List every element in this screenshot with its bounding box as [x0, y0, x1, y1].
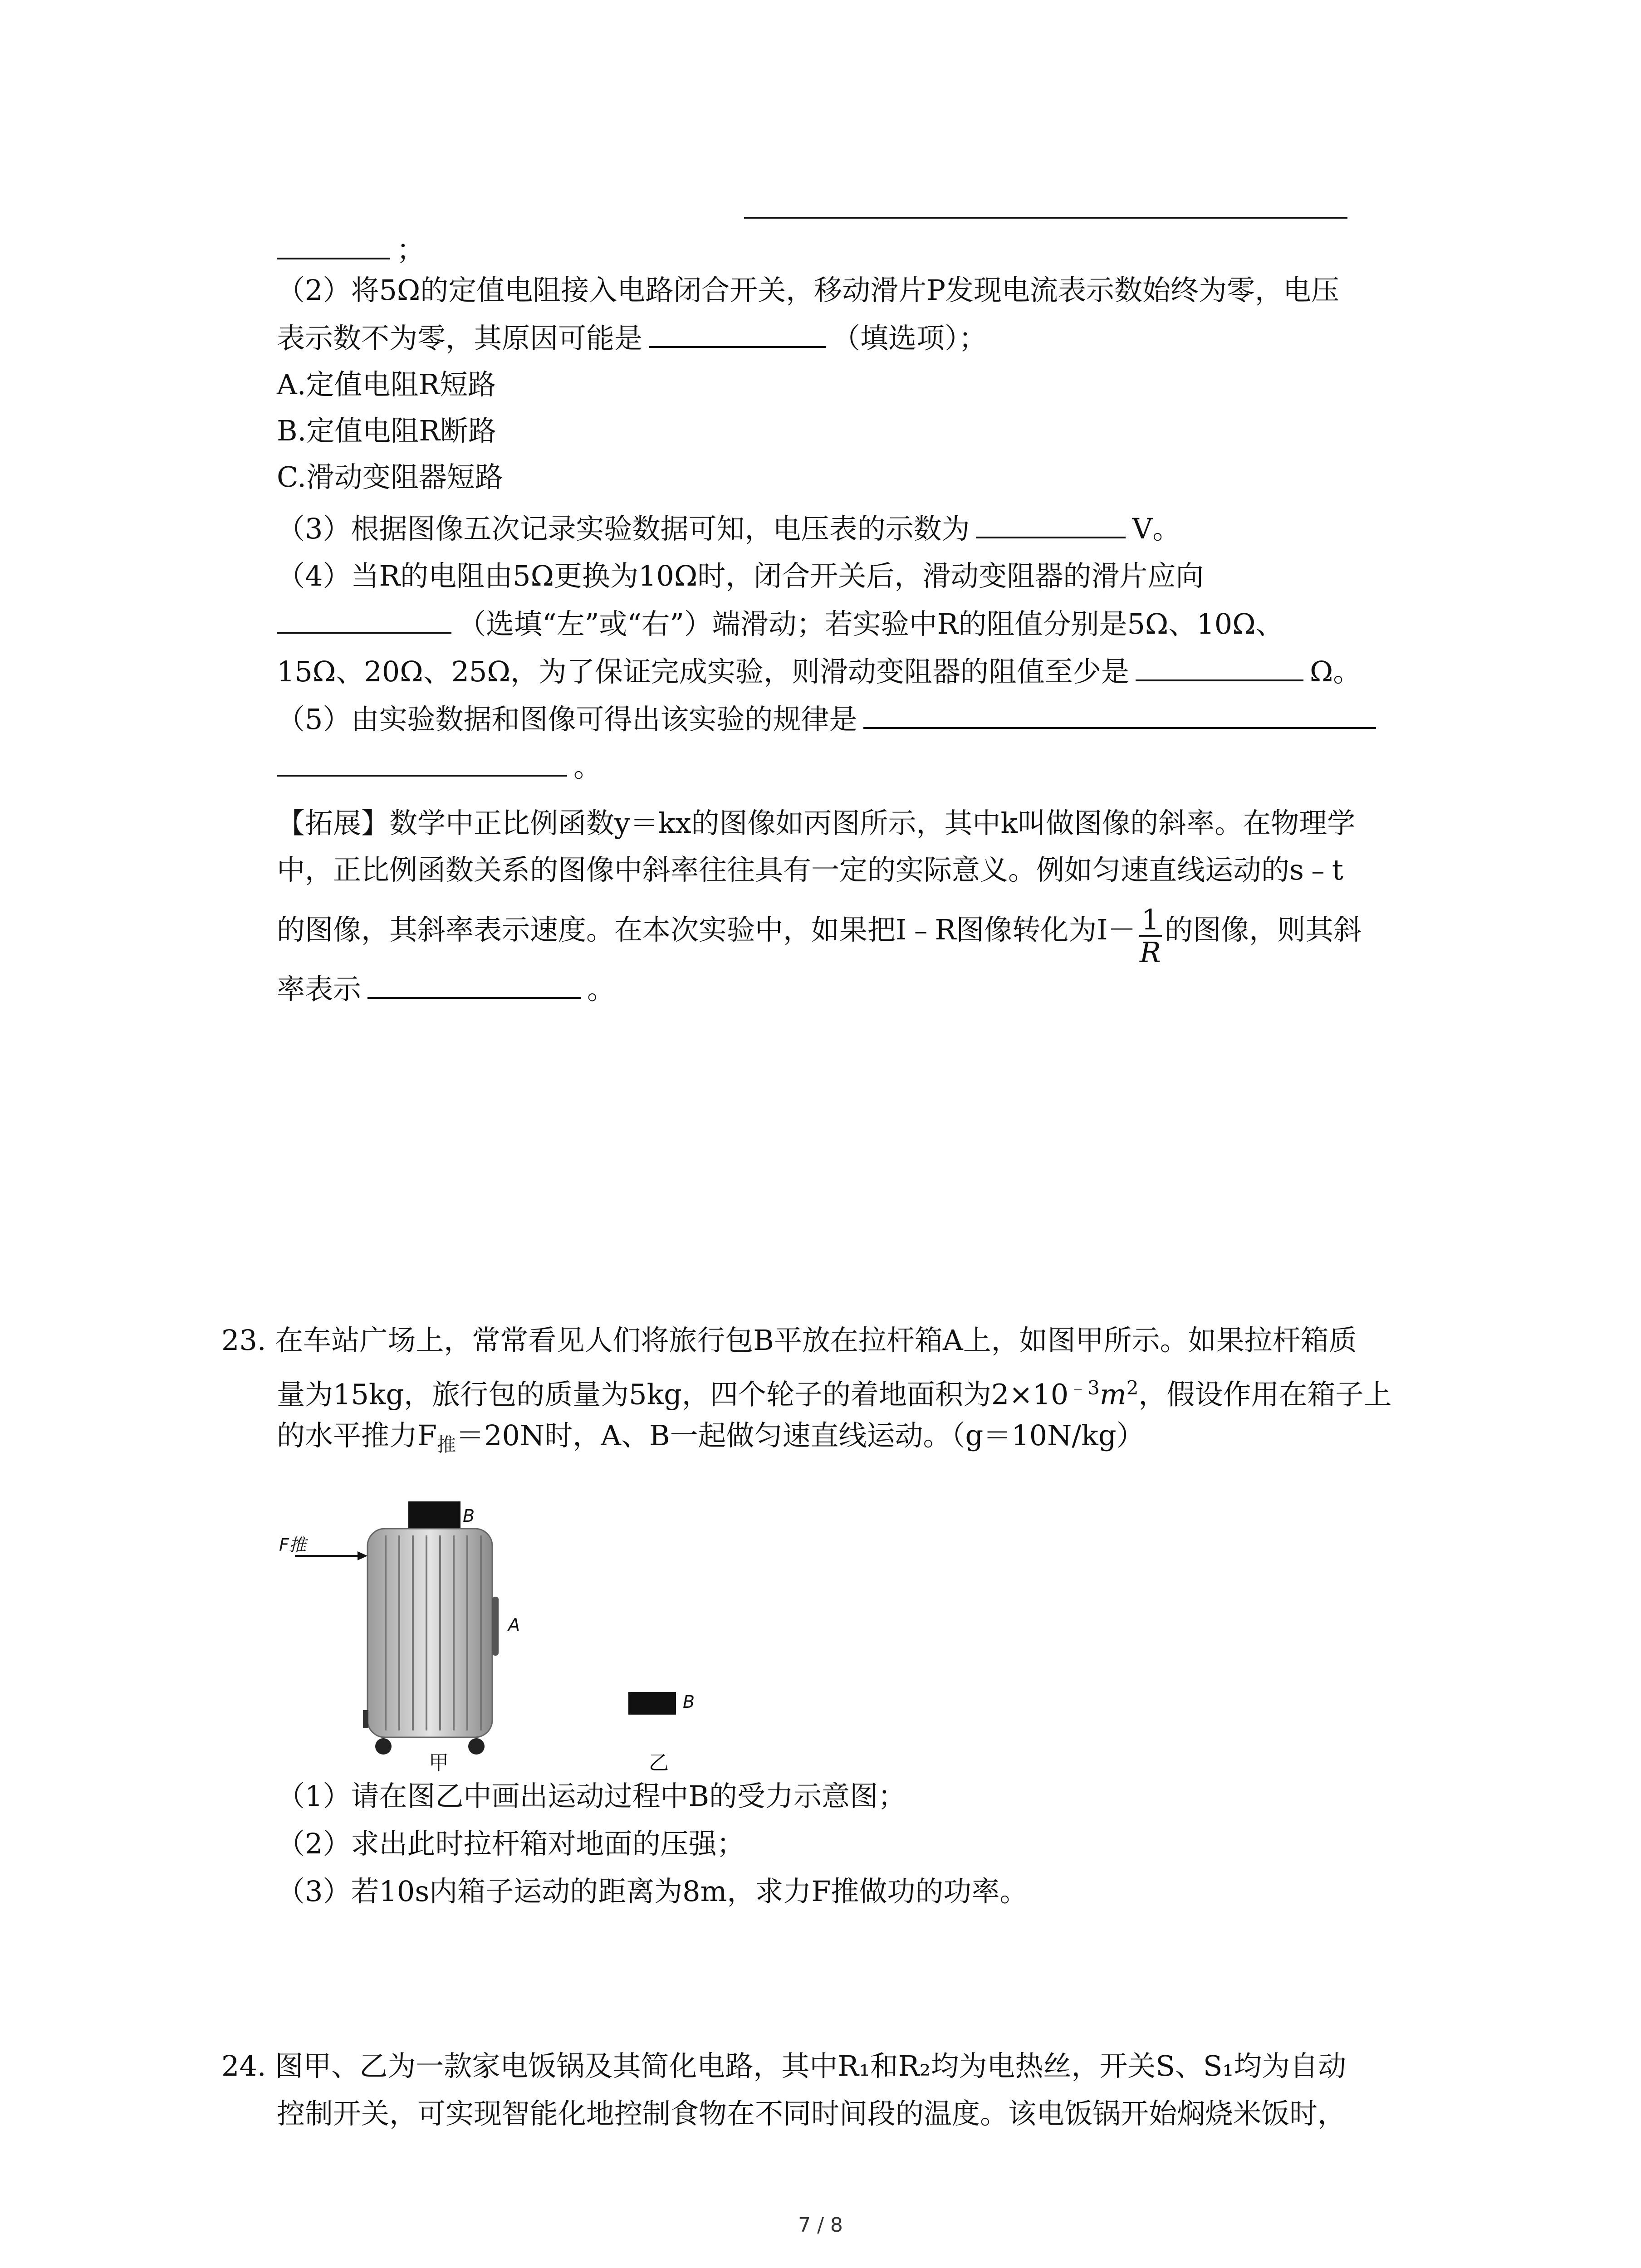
text: 的图像，其斜率表示速度。在本次实验中，如果把I﹣R图像转化为I－ — [277, 913, 1136, 947]
exponent: ﹣3 — [1068, 1377, 1100, 1399]
bag-b-figure — [626, 1687, 681, 1719]
blank — [1136, 653, 1303, 681]
q22-part2-line2 — [277, 320, 987, 357]
option-b: B.定值电阻R断路 — [277, 414, 496, 447]
suitcase-figure — [277, 1492, 513, 1774]
q24-line2: 控制开关，可实现智能化地控制食物在不同时间段的温度。该电饭锅开始焖烧米饭时， — [277, 2097, 1346, 2130]
text: ＝20N时，A、B一起做匀速直线运动。（g＝10N/kg） — [456, 1419, 1145, 1452]
page-number: 7 / 8 — [798, 2214, 843, 2237]
text: 表示数不为零，其原因可能是 — [277, 322, 643, 355]
extension-line3 — [277, 900, 1362, 969]
label-b2: B — [683, 1692, 695, 1712]
text: （5）由实验数据和图像可得出该实验的规律是 — [277, 703, 857, 736]
text: 15Ω、20Ω、25Ω，为了保证完成实验，则滑动变阻器的阻值至少是 — [277, 655, 1129, 688]
denominator: R — [1140, 936, 1161, 969]
q22-part4-line3 — [277, 653, 1361, 690]
text: 量为15kg，旅行包的质量为5kg，四个轮子的着地面积为2×10 — [277, 1378, 1069, 1411]
text: 。 — [587, 973, 616, 1006]
option-a: A.定值电阻R短路 — [277, 368, 496, 401]
blank — [863, 701, 1376, 729]
fraction-1-over-r — [1139, 905, 1162, 968]
text: （3）根据图像五次记录实验数据可知，电压表的示数为 — [277, 512, 970, 545]
text: （选填“左”或“右”）端滑动；若实验中R的阻值分别是5Ω、10Ω、 — [458, 607, 1284, 640]
q22-part4-line2 — [277, 606, 1284, 642]
q22-part4-line1: （4）当R的电阻由5Ω更换为10Ω时，闭合开关后，滑动变阻器的滑片应向 — [277, 559, 1204, 592]
q23-sub1: （1）请在图乙中画出运动过程中B的受力示意图； — [277, 1779, 906, 1813]
blank — [277, 231, 390, 259]
extension-line4 — [277, 971, 615, 1007]
blank — [649, 320, 826, 348]
numerator: 1 — [1139, 905, 1162, 937]
blank — [277, 748, 567, 777]
blank — [976, 510, 1126, 538]
wheel — [468, 1738, 485, 1755]
force-label: F推 — [279, 1535, 306, 1555]
text: m — [1099, 1378, 1127, 1411]
q23-line3 — [277, 1418, 1145, 1463]
caption-jia: 甲 — [429, 1751, 449, 1774]
text: Ω。 — [1309, 655, 1362, 688]
subscript: 推 — [437, 1433, 456, 1456]
blank — [277, 606, 451, 634]
blank — [367, 971, 581, 999]
extension-line1: 【拓展】数学中正比例函数y＝kx的图像如丙图所示，其中k叫做图像的斜率。在物理学 — [277, 807, 1356, 840]
q22-part5-line1 — [277, 701, 1382, 738]
text: 的水平推力F — [277, 1419, 437, 1452]
q22-part3 — [277, 510, 1181, 547]
q23-line1: 23. 在车站广场上，常常看见人们将旅行包B平放在拉杆箱A上，如图甲所示。如果拉杆箱质 — [221, 1324, 1357, 1357]
answer-line-prev — [277, 231, 425, 268]
answer-line-top — [744, 217, 1347, 219]
extension-line2: 中，正比例函数关系的图像中斜率往往具有一定的实际意义。例如匀速直线运动的s﹣t — [277, 853, 1343, 886]
q24-line1: 24. 图甲、乙为一款家电饭锅及其简化电路，其中R₁和R₂均为电热丝，开关S、S₁均为自动 — [221, 2049, 1347, 2082]
q23-sub3: （3）若10s内箱子运动的距离为8m，求力F推做功的功率。 — [277, 1875, 1028, 1908]
option-c: C.滑动变阻器短路 — [277, 460, 503, 494]
text: 。 — [573, 750, 602, 783]
text: 的图像，则其斜 — [1165, 913, 1362, 947]
text: ，假设作用在箱子上 — [1138, 1378, 1392, 1411]
text: V。 — [1132, 512, 1181, 545]
label-a: A — [508, 1615, 520, 1635]
travel-bag — [408, 1501, 460, 1529]
label-b: B — [463, 1506, 475, 1526]
q23-sub2: （2）求出此时拉杆箱对地面的压强； — [277, 1827, 745, 1860]
q22-part2-line1: （2）将5Ω的定值电阻接入电路闭合开关，移动滑片P发现电流表示数始终为零，电压 — [277, 274, 1340, 307]
text: 率表示 — [277, 973, 362, 1006]
punct: ； — [397, 233, 425, 266]
q22-part5-line2 — [277, 748, 602, 785]
exponent: 2 — [1126, 1377, 1139, 1399]
caption-yi: 乙 — [649, 1751, 669, 1774]
q23-line2 — [277, 1370, 1391, 1413]
wheel — [375, 1738, 392, 1755]
text: （填选项）； — [832, 322, 987, 355]
